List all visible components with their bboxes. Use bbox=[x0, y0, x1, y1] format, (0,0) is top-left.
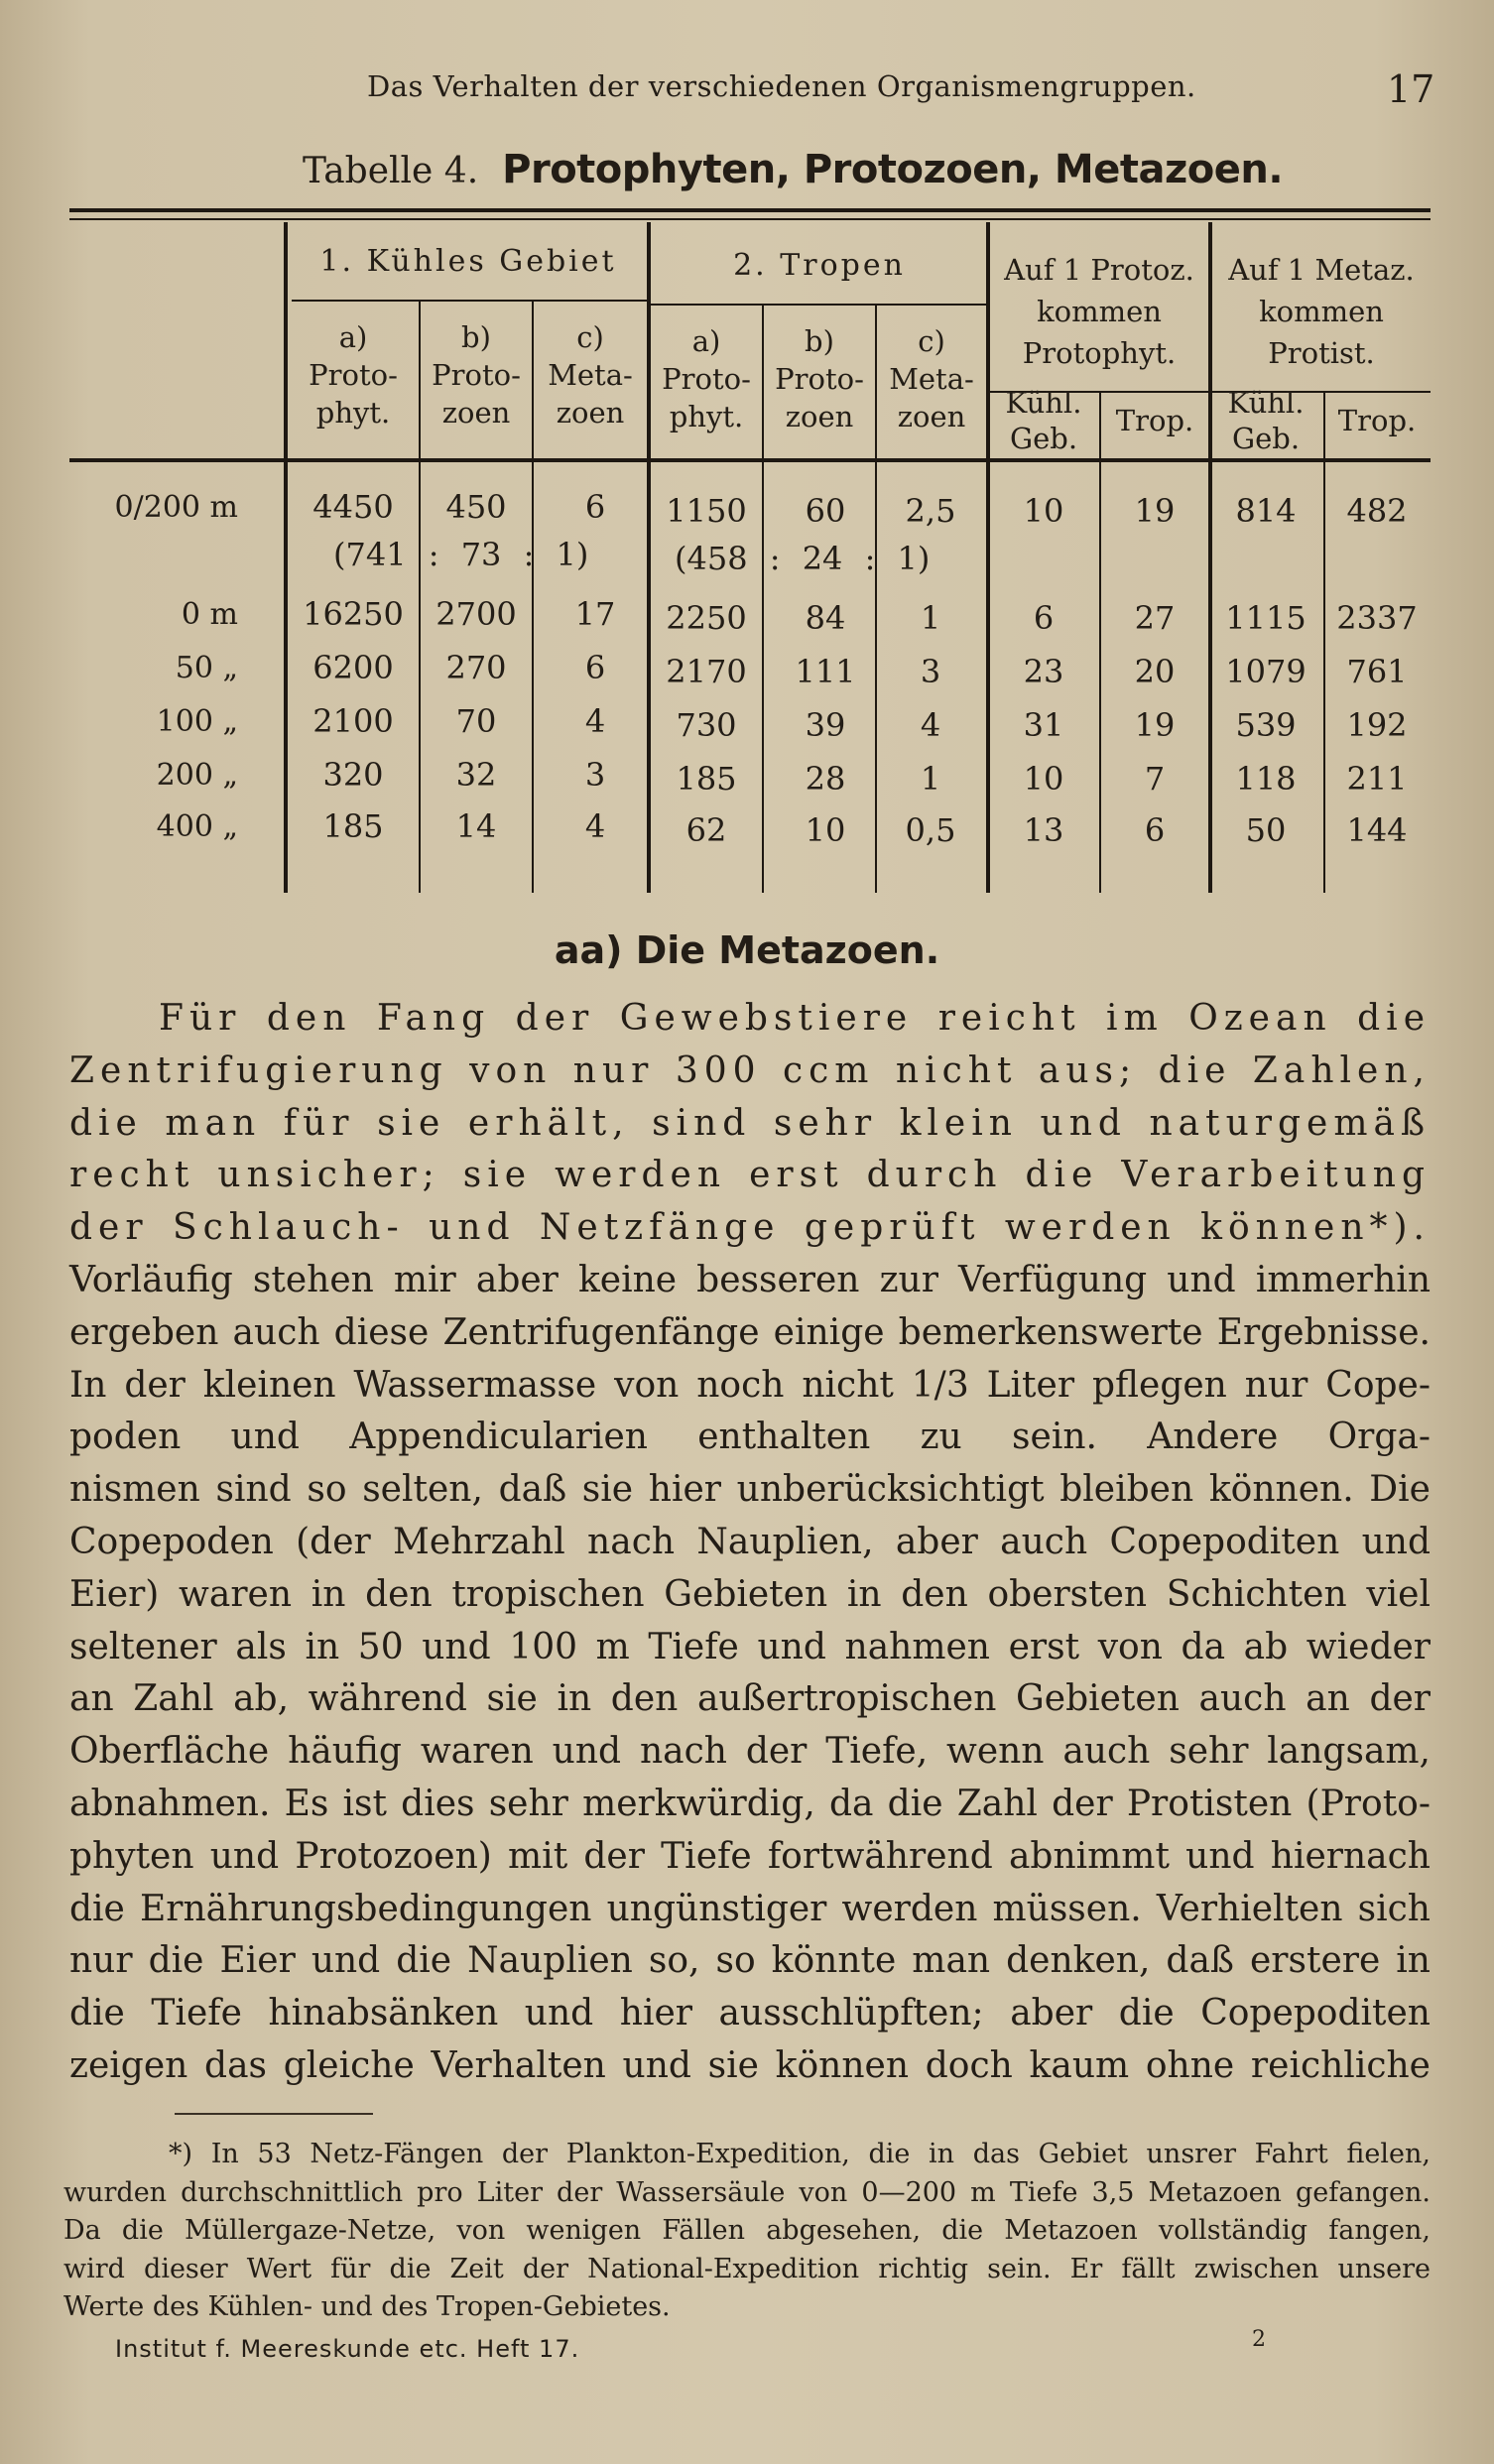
col-header-mz-kuehl-1: Kühl. bbox=[1227, 386, 1305, 420]
group-rule bbox=[647, 222, 651, 893]
footnote-line: wird dieser Wert für die Zeit der National-Expedition richtig sein. Er fällt zwischen unsere bbox=[63, 2253, 1431, 2284]
table-cell-k-zoen: 270 bbox=[445, 649, 507, 686]
table-cell-t-meta: 0,5 bbox=[905, 811, 956, 849]
body-text-line: Oberfläche häufig waren und nach der Tiefe, wenn auch sehr langsam, bbox=[69, 1731, 1431, 1773]
table-cell-pz-k: 13 bbox=[1023, 811, 1064, 849]
group-header-metaz-line3: Protist. bbox=[1268, 336, 1375, 370]
col-header-k-b: b) bbox=[461, 320, 491, 354]
col-header-t-a-2: phyt. bbox=[669, 400, 744, 433]
col-header-k-b-2: zoen bbox=[441, 396, 511, 430]
table-cell-pz-k: 10 bbox=[1023, 760, 1064, 798]
group-header-metaz-line1: Auf 1 Metaz. bbox=[1228, 253, 1415, 287]
table-top-rule-thin bbox=[69, 218, 1431, 220]
body-text-line: nismen sind so selten, daß sie hier unberücksichtigt bleiben können. Die bbox=[69, 1469, 1431, 1511]
group2-underline bbox=[651, 304, 988, 306]
col-rule bbox=[875, 306, 877, 893]
col-rule bbox=[532, 302, 534, 893]
table-cell-t-phyt: 185 bbox=[676, 760, 737, 798]
table-cell-t-meta: 4 bbox=[920, 706, 941, 744]
footnote-line: Da die Müllergaze-Netze, von wenigen Fällen abgesehen, die Metazoen vollständig fangen, bbox=[63, 2215, 1431, 2246]
ratio-cool-region: (741 : 73 : 1) bbox=[333, 536, 589, 573]
row-depth-label: 50 „ bbox=[175, 651, 238, 685]
table-cell-k-zoen: 450 bbox=[445, 488, 507, 526]
body-text-line: die Ernährungsbedingungen ungünstiger werden müssen. Verhielten sich bbox=[69, 1888, 1431, 1929]
row-depth-label: 200 „ bbox=[156, 758, 238, 793]
group-header-protoz-line3: Protophyt. bbox=[1022, 336, 1177, 370]
data-table bbox=[69, 208, 1431, 893]
table-caption-title: Protophyten, Protozoen, Metazoen. bbox=[502, 147, 1284, 192]
table-cell-k-meta: 3 bbox=[584, 756, 606, 794]
table-cell-t-zoen: 60 bbox=[805, 492, 846, 530]
row-depth-label: 100 „ bbox=[156, 704, 238, 739]
body-text-line: In der kleinen Wassermasse von noch nicht 1/3 Liter pflegen nur Cope- bbox=[69, 1364, 1431, 1406]
table-cell-t-zoen: 84 bbox=[805, 599, 846, 637]
table-caption-label: Tabelle 4. bbox=[303, 151, 479, 191]
col-header-k-b-1: Proto- bbox=[432, 358, 521, 392]
table-cell-t-phyt: 1150 bbox=[666, 492, 747, 530]
table-cell-mz-t: 482 bbox=[1346, 492, 1408, 530]
label-column-rule bbox=[284, 222, 288, 893]
group-rule bbox=[1208, 222, 1212, 893]
col-header-t-c: c) bbox=[918, 324, 945, 358]
group-rule bbox=[986, 222, 990, 893]
table-cell-t-phyt: 2250 bbox=[666, 599, 747, 637]
body-text-line: abnahmen. Es ist dies sehr merkwürdig, da die Zahl der Protisten (Proto- bbox=[69, 1784, 1431, 1824]
body-text-line: phyten und Protozoen) mit der Tiefe fortwährend abnimmt und hiernach bbox=[69, 1835, 1431, 1877]
table-cell-k-phyt: 185 bbox=[322, 807, 384, 845]
table-cell-pz-t: 19 bbox=[1134, 492, 1176, 530]
table-cell-mz-t: 761 bbox=[1346, 653, 1408, 690]
col-header-k-c-1: Meta- bbox=[548, 358, 633, 392]
col-header-mz-kuehl-2: Geb. bbox=[1231, 422, 1301, 455]
footnote-line: Werte des Kühlen- und des Tropen-Gebietes. bbox=[63, 2291, 671, 2322]
col-rule bbox=[419, 302, 421, 893]
col-header-t-b: b) bbox=[805, 324, 834, 358]
table-cell-pz-t: 6 bbox=[1144, 811, 1166, 849]
table-cell-t-meta: 2,5 bbox=[905, 492, 956, 530]
table-cell-mz-t: 2337 bbox=[1336, 599, 1418, 637]
col-rule bbox=[1099, 393, 1101, 893]
col-header-k-a-2: phyt. bbox=[315, 396, 391, 430]
table-cell-t-zoen: 28 bbox=[805, 760, 846, 798]
col-rule bbox=[1323, 393, 1325, 893]
col-header-t-b-1: Proto- bbox=[775, 362, 864, 396]
table-cell-mz-k: 1115 bbox=[1225, 599, 1307, 637]
col-header-t-b-2: zoen bbox=[785, 400, 854, 433]
col-header-t-c-1: Meta- bbox=[889, 362, 974, 396]
group-header-metaz-line2: kommen bbox=[1259, 295, 1384, 328]
table-cell-t-phyt: 62 bbox=[685, 811, 727, 849]
table-cell-k-phyt: 6200 bbox=[312, 649, 394, 686]
table-cell-k-phyt: 4450 bbox=[312, 488, 394, 526]
table-cell-pz-t: 27 bbox=[1134, 599, 1176, 637]
body-text-line: die man für sie erhält, sind sehr klein und naturgemäß bbox=[69, 1102, 1431, 1144]
col-header-pz-kuehl-2: Geb. bbox=[1009, 422, 1078, 455]
group-header-tropics: 2. Tropen bbox=[733, 248, 906, 283]
table-cell-mz-k: 539 bbox=[1235, 706, 1297, 744]
table-cell-mz-t: 211 bbox=[1346, 760, 1408, 798]
body-text-line: Zentrifugierung von nur 300 ccm nicht aus; die Zahlen, bbox=[69, 1049, 1431, 1091]
table-cell-t-phyt: 2170 bbox=[666, 653, 747, 690]
body-text-line: Copepoden (der Mehrzahl nach Nauplien, aber auch Copepoditen und bbox=[69, 1522, 1431, 1562]
table-cell-mz-t: 144 bbox=[1346, 811, 1408, 849]
col-rule bbox=[762, 306, 764, 893]
col-header-t-a-1: Proto- bbox=[662, 362, 751, 396]
table-cell-t-meta: 1 bbox=[920, 760, 941, 798]
section-heading: aa) Die Metazoen. bbox=[554, 928, 940, 972]
table-cell-t-meta: 1 bbox=[920, 599, 941, 637]
col-header-k-a: a) bbox=[338, 320, 368, 354]
table-cell-pz-k: 31 bbox=[1023, 706, 1064, 744]
body-text-line: zeigen das gleiche Verhalten und sie können doch kaum ohne reichliche bbox=[69, 2045, 1431, 2086]
footnote-line: wurden durchschnittlich pro Liter der Wassersäule von 0—200 m Tiefe 3,5 Metazoen gefangen. bbox=[63, 2176, 1431, 2208]
col-header-k-a-1: Proto- bbox=[309, 358, 398, 392]
table-cell-t-meta: 3 bbox=[920, 653, 941, 690]
table-cell-k-meta: 4 bbox=[584, 807, 606, 845]
table-cell-k-meta: 6 bbox=[584, 488, 606, 526]
col-header-pz-trop: Trop. bbox=[1115, 404, 1194, 437]
table-cell-k-zoen: 70 bbox=[455, 702, 497, 740]
body-text-line: recht unsicher; sie werden erst durch die Verarbeitung bbox=[69, 1155, 1431, 1196]
ratio-tropics: (458 : 24 : 1) bbox=[675, 540, 931, 577]
group-header-cool-region: 1. Kühles Gebiet bbox=[319, 244, 617, 279]
table-cell-k-zoen: 2700 bbox=[436, 595, 517, 633]
table-cell-k-meta: 4 bbox=[584, 702, 606, 740]
table-cell-t-phyt: 730 bbox=[676, 706, 737, 744]
footer-signature: 2 bbox=[1252, 2327, 1266, 2352]
group-header-protoz-line1: Auf 1 Protoz. bbox=[1004, 253, 1194, 287]
table-cell-mz-k: 814 bbox=[1235, 492, 1297, 530]
table-cell-k-phyt: 16250 bbox=[303, 595, 404, 633]
table-cell-pz-t: 20 bbox=[1134, 653, 1176, 690]
table-cell-k-meta: 17 bbox=[574, 595, 616, 633]
group1-underline bbox=[292, 300, 649, 302]
table-cell-t-zoen: 10 bbox=[805, 811, 846, 849]
body-text-line: an Zahl ab, während sie in den außertropischen Gebieten auch an der bbox=[69, 1678, 1431, 1720]
header-bottom-rule bbox=[69, 458, 1431, 462]
row-depth-label: 0 m bbox=[181, 597, 238, 632]
body-text-line: der Schlauch- und Netzfänge geprüft werden können*). bbox=[69, 1207, 1431, 1249]
table-top-rule bbox=[69, 208, 1431, 212]
table-cell-pz-k: 6 bbox=[1033, 599, 1055, 637]
body-text-line: nur die Eier und die Nauplien so, so könnte man denken, daß erstere in bbox=[69, 1940, 1431, 1982]
table-cell-t-zoen: 111 bbox=[795, 653, 856, 690]
body-text-line: Eier) waren in den tropischen Gebieten in den obersten Schichten viel bbox=[69, 1573, 1431, 1615]
footnote-rule bbox=[175, 2113, 373, 2115]
col-header-mz-trop: Trop. bbox=[1337, 404, 1417, 437]
footnote-line: *) In 53 Netz-Fängen der Plankton-Expedition, die in das Gebiet unsrer Fahrt fielen, bbox=[169, 2139, 1431, 2169]
table-cell-mz-k: 50 bbox=[1245, 811, 1287, 849]
table-cell-k-zoen: 32 bbox=[455, 756, 497, 794]
table-cell-t-zoen: 39 bbox=[805, 706, 846, 744]
col-header-k-c: c) bbox=[576, 320, 604, 354]
table-caption bbox=[303, 147, 1283, 192]
col-header-k-c-2: zoen bbox=[556, 396, 625, 430]
table-cell-mz-k: 118 bbox=[1235, 760, 1297, 798]
row-depth-label: 400 „ bbox=[156, 809, 238, 844]
body-text-line: ergeben auch diese Zentrifugenfänge einige bemerkenswerte Ergebnisse. bbox=[69, 1311, 1431, 1353]
body-text-line: die Tiefe hinabsänken und hier ausschlüpften; aber die Copepoditen bbox=[69, 1993, 1431, 2034]
col-header-t-c-2: zoen bbox=[897, 400, 966, 433]
body-text-line: poden und Appendicularien enthalten zu sein. Andere Orga- bbox=[69, 1417, 1431, 1458]
col-header-t-a: a) bbox=[691, 324, 721, 358]
row-depth-label: 0/200 m bbox=[114, 490, 238, 525]
table-cell-k-zoen: 14 bbox=[455, 807, 497, 845]
footer-imprint: Institut f. Meereskunde etc. Heft 17. bbox=[115, 2335, 580, 2363]
table-cell-k-phyt: 320 bbox=[322, 756, 384, 794]
table-cell-pz-t: 7 bbox=[1144, 760, 1166, 798]
body-text-line: Für den Fang der Gewebstiere reicht im Ozean die bbox=[159, 998, 1431, 1039]
table-cell-pz-k: 23 bbox=[1023, 653, 1064, 690]
body-text-line: seltener als in 50 und 100 m Tiefe und nahmen erst von da ab wieder bbox=[69, 1626, 1431, 1667]
table-cell-mz-k: 1079 bbox=[1225, 653, 1307, 690]
table-cell-k-meta: 6 bbox=[584, 649, 606, 686]
table-cell-k-phyt: 2100 bbox=[312, 702, 394, 740]
table-cell-mz-t: 192 bbox=[1346, 706, 1408, 744]
table-cell-pz-t: 19 bbox=[1134, 706, 1176, 744]
table-cell-pz-k: 10 bbox=[1023, 492, 1064, 530]
page-number: 17 bbox=[1387, 67, 1435, 111]
group-header-protoz-line2: kommen bbox=[1037, 295, 1162, 328]
running-head: Das Verhalten der verschiedenen Organismengruppen. bbox=[367, 69, 1196, 103]
col-header-pz-kuehl-1: Kühl. bbox=[1005, 386, 1082, 420]
body-text-line: Vorläufig stehen mir aber keine besseren zur Verfügung und immerhin bbox=[69, 1260, 1431, 1300]
